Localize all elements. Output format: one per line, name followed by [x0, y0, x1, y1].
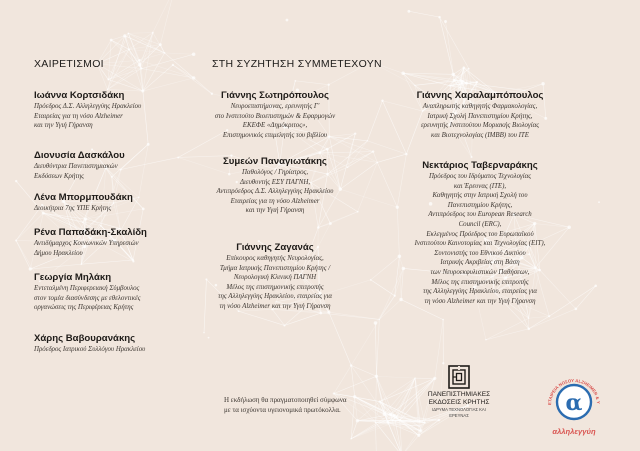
speaker-role-line: Εκλεγμένος Πρόεδρος του Ευρωπαϊκού: [426, 230, 534, 238]
health-protocol-note: Η εκδήλωση θα πραγματοποιηθεί σύμφωνα με τα ισχύοντα υγειονομικά πρωτόκολλα.: [224, 396, 347, 414]
speaker-name: Ρένα Παπαδάκη-Σκαλίδη: [34, 227, 147, 238]
greetings-header: ΧΑΙΡΕΤΙΣΜΟΙ: [34, 58, 104, 70]
speaker-role-line: Διοικήτρια 7ης ΥΠΕ Κρήτης: [34, 205, 112, 212]
speaker-role-line: Επίκουρος καθηγητής Νευρολογίας,: [226, 255, 324, 262]
speaker-role-line: Πρόεδρος Ιατρικού Συλλόγου Ηρακλείου: [34, 346, 146, 353]
speaker-name: Χάρης Βαβουρανάκης: [34, 333, 136, 344]
speaker-role-line: Μέλος της επιστημονικής επιτροπής: [226, 283, 324, 291]
speaker-name: Γιάννης Σωτηρόπουλος: [220, 90, 330, 101]
speaker-role-line: Ιατρικής Ακριβείας στη Βάση: [440, 259, 520, 267]
speaker-role-line: Καθηγητής στην Ιατρική Σχολή του: [432, 192, 528, 200]
speaker-role-line: των Νευροεκφυλιστικών Παθήσεων,: [430, 268, 530, 276]
alpha-letter: α: [565, 390, 583, 416]
speaker-name: Γιάννης Ζαγανάς: [236, 242, 314, 253]
association-logo: [541, 369, 607, 435]
speaker-role-line: ερευνητής Ινστιτούτου Μοριακής Βιολογίας: [420, 122, 540, 130]
speaker-entry: [34, 271, 141, 313]
alpha-circle-icon: [541, 369, 607, 429]
speaker-role-line: Ιατρική Σχολή Πανεπιστημίου Κρήτης,: [427, 112, 533, 120]
speaker-role-line: Νευρολογική Κλινική ΠΑΓΝΗ: [233, 274, 317, 282]
speaker-role-line: Αντιπρόεδρος του European Research: [428, 211, 532, 219]
speaker-role-line: και Βιοτεχνολογίας (IMBB) του ΙΤΕ: [431, 131, 529, 139]
speaker-name: Γιάννης Χαραλαμπόπουλος: [416, 90, 544, 101]
speaker-entry: [34, 226, 147, 258]
speaker-name: Νεκτάριος Ταβερναράκης: [422, 160, 538, 171]
speaker-role-line: Εντεταλμένη Περιφερειακή Σύμβουλος: [34, 285, 140, 292]
maze-square-icon: [448, 365, 470, 389]
speaker-role-line: Αντιδήμαρχος Κοινωνικών Υπηρεσιών: [34, 240, 139, 247]
speaker-entry: [390, 159, 570, 306]
speaker-name: Συμεών Παναγιωτάκης: [223, 156, 327, 167]
speaker-role-line: Ινστιτούτου Καινοτομίας και Τεχνολογίας (EIT),: [414, 240, 546, 248]
speaker-role-line: Αντιπρόεδρος Δ.Σ. Αλληλεγγύης Ηρακλείου: [216, 188, 334, 196]
speaker-entry: [34, 149, 125, 181]
speaker-entry: [34, 332, 145, 355]
speaker-role-line: στο Ινστιτούτο Βιοεπιστημών & Εφαρμογών: [214, 112, 336, 120]
speaker-role-line: οργανώσεις της Περιφέρειας Κρήτης: [34, 304, 134, 312]
speaker-role-line: τη νόσο Alzheimer και την Υγιή Γήρανση: [219, 302, 331, 310]
speaker-role-line: Τμήμα Ιατρικής Πανεπιστημίου Κρήτης /: [219, 264, 331, 272]
speaker-role-line: Διευθυντής ΕΣΥ ΠΑΓΝΗ,: [239, 178, 311, 186]
speaker-role-line: Παθολόγος / Γηρίατρος,: [241, 169, 309, 176]
speaker-entry: [200, 155, 350, 216]
association-ring-text: ΕΤΑΙΡΕΙΑ ΝΟΣΟΥ ALZHEIMER & Υ: [546, 377, 601, 406]
publisher-logo: ΠΑΝΕΠΙΣΤΗΜΙΑΚΕΣ ΕΚΔΟΣΕΙΣ ΚΡΗΤΗΣ ΙΔΡΥΜΑ ΤΕΧΝΟΛΟΓΙΑΣ ΚΑΙ ΕΡΕΥΝΑΣ: [424, 365, 494, 419]
speaker-role-line: της Αλληλεγγύης Ηρακλείου, εταιρείας για: [422, 288, 537, 296]
speaker-role-line: Διευθύντρια Πανεπιστημιακών: [34, 163, 118, 170]
speaker-role-line: της Αλληλεγγύης Ηρακλείου, εταιρείας για: [217, 293, 332, 301]
speaker-role-line: στον τομέα διασύνδεσης με εθελοντικές: [34, 294, 141, 302]
speaker-entry: [200, 89, 350, 140]
speaker-role-line: Εκδόσεων Κρήτης: [34, 172, 84, 180]
speaker-role-line: Επιστημονικός επιμελητής του βιβλίου: [222, 131, 328, 139]
speaker-name: Διονυσία Δασκάλου: [34, 150, 125, 161]
speaker-role-line: Δήμου Ηρακλείου: [34, 249, 83, 257]
association-brand-name: αλληλεγγύη: [552, 427, 596, 436]
speaker-role-line: Συντονιστής του Εθνικού Δικτύου: [434, 249, 526, 257]
speaker-role-line: Πανεπιστημίου Κρήτης,: [447, 201, 513, 209]
speaker-name: Ιωάννα Κορτσιδάκη: [34, 90, 125, 101]
speaker-entry: [200, 241, 350, 312]
speaker-name: Γεωργία Μηλάκη: [34, 272, 112, 283]
speaker-role-line: τη νόσο Alzheimer και την Υγιή Γήρανση: [424, 297, 536, 305]
speaker-role-line: Αναπληρωτής καθηγητής Φαρμακολογίας,: [422, 103, 538, 110]
speaker-entry: [34, 89, 141, 131]
speaker-role-line: Πρόεδρος Δ.Σ. Αλληλεγγύης Ηρακλείου: [34, 103, 142, 110]
speaker-name: Λένα Μπορμπουδάκη: [34, 192, 133, 203]
speaker-role-line: Νευροεπιστήμονας, ερευνητής Γ': [230, 103, 320, 110]
speaker-entry: [390, 89, 570, 140]
speaker-role-line: ΕΚΕΦΕ «Δημόκριτος»,: [242, 122, 308, 130]
speaker-role-line: και την Υγιή Γήρανση: [245, 207, 305, 215]
speaker-role-line: Council (ERC),: [458, 220, 502, 228]
speaker-role-line: Εταιρείας για τη νόσο Alzheimer: [230, 197, 320, 205]
speaker-entry: [34, 191, 133, 214]
speaker-role-line: και την Υγιή Γήρανση: [34, 122, 93, 130]
speaker-role-line: Πρόεδρος του Ιδρύματος Τεχνολογίας: [428, 173, 532, 180]
speaker-role-line: και Έρευνας (ΙΤΕ),: [453, 182, 507, 190]
panel-header: ΣΤΗ ΣΥΖΗΤΗΣΗ ΣΥΜΜΕΤΕΧΟΥΝ: [212, 58, 382, 70]
speaker-role-line: Εταιρείας για τη νόσο Alzheimer: [34, 112, 123, 120]
speaker-role-line: Μέλος της επιστημονικής επιτροπής: [431, 278, 529, 286]
